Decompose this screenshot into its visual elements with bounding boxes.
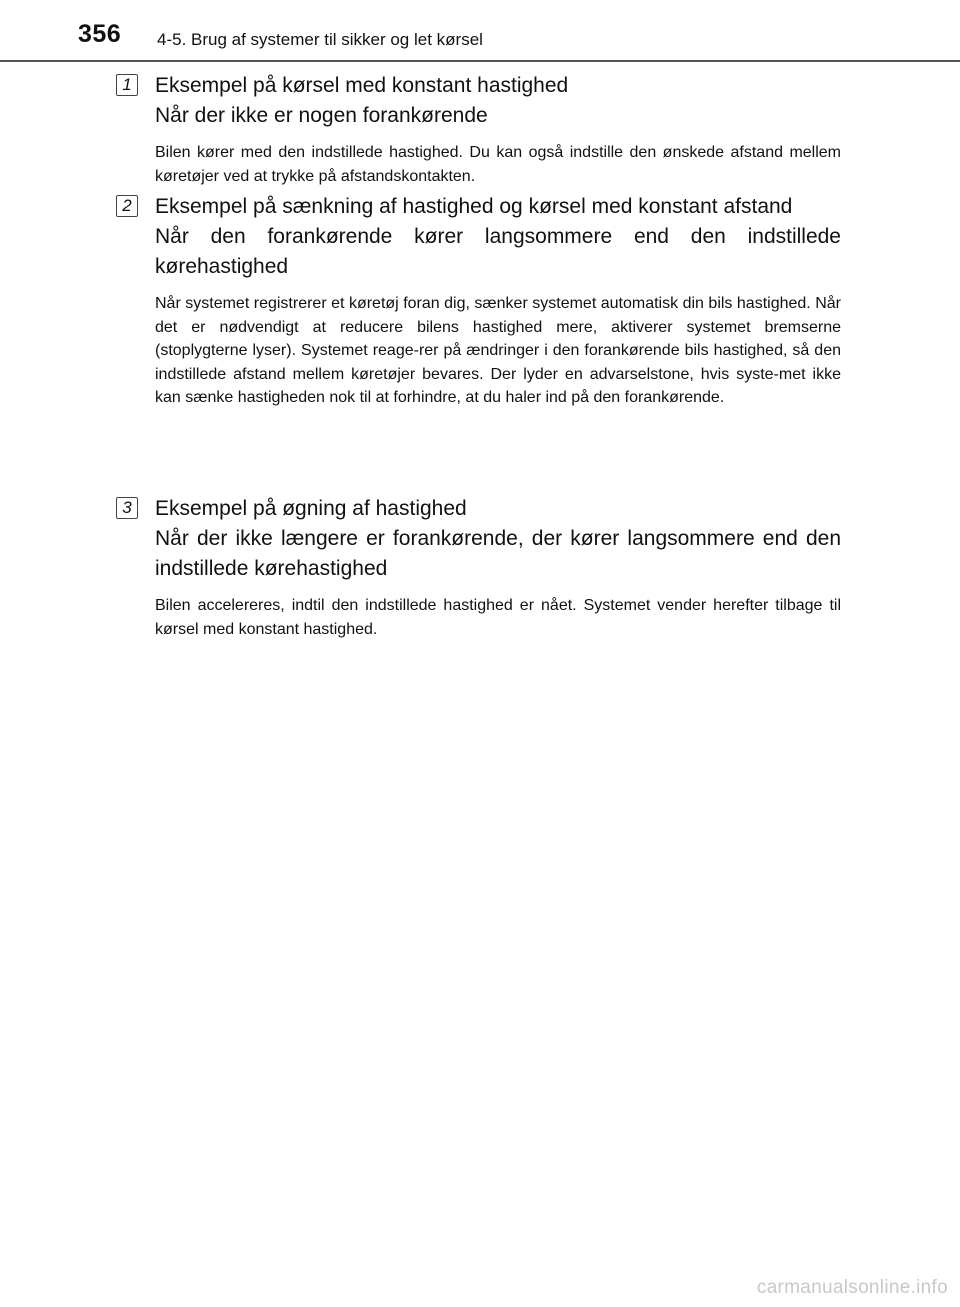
item-number-badge-2: 2	[116, 195, 138, 217]
item-number-badge-1: 1	[116, 74, 138, 96]
item-1-heading-line1: Eksempel på kørsel med konstant hastighed	[155, 74, 569, 97]
item-1-heading-line2: Når der ikke er nogen forankørende	[155, 104, 488, 127]
item-2-heading-line2: Når den forankørende kører langsommere end den indstillede kørehastighed	[155, 225, 841, 278]
item-3-heading-line2: Når der ikke længere er forankørende, der kører langsommere end den indstillede kørehastighed	[155, 527, 841, 580]
item-number-badge-3: 3	[116, 497, 138, 519]
section-title: 4-5. Brug af systemer til sikker og let kørsel	[157, 30, 483, 49]
header-divider	[0, 60, 960, 62]
item-2-heading-line1: Eksempel på sænkning af hastighed og kørsel med konstant afstand	[155, 195, 793, 218]
item-3	[155, 494, 841, 641]
item-1	[155, 71, 841, 188]
item-2-body: Når systemet registrerer et køretøj foran dig, sænker systemet automatisk din bils hastighed. Når det er nødvendigt at reducere bilens hastighed mere, aktiverer systemet bremserne (stoplygterne lyser). Systemet reage-rer på ændringer i den forankørende bils hastighed, så den indstillede afstand mellem køretøjer bevares. Der lyder en advarselstone, hvis syste-met ikke kan sænke hastigheden nok til at forhindre, at du haler ind på den forankørende.	[155, 295, 841, 406]
watermark-link[interactable]: carmanualsonline.info	[756, 1277, 948, 1298]
item-3-heading-line1: Eksempel på øgning af hastighed	[155, 497, 467, 520]
item-1-body: Bilen kører med den indstillede hastighed. Du kan også indstille den ønskede afstand mellem køretøjer ved at trykke på afstandskontakten.	[155, 144, 841, 185]
page-number: 356	[78, 20, 122, 48]
item-3-body: Bilen accelereres, indtil den indstillede hastighed er nået. Systemet vender herefter tilbage til kørsel med konstant hastighed.	[155, 597, 841, 638]
item-2	[155, 192, 841, 410]
